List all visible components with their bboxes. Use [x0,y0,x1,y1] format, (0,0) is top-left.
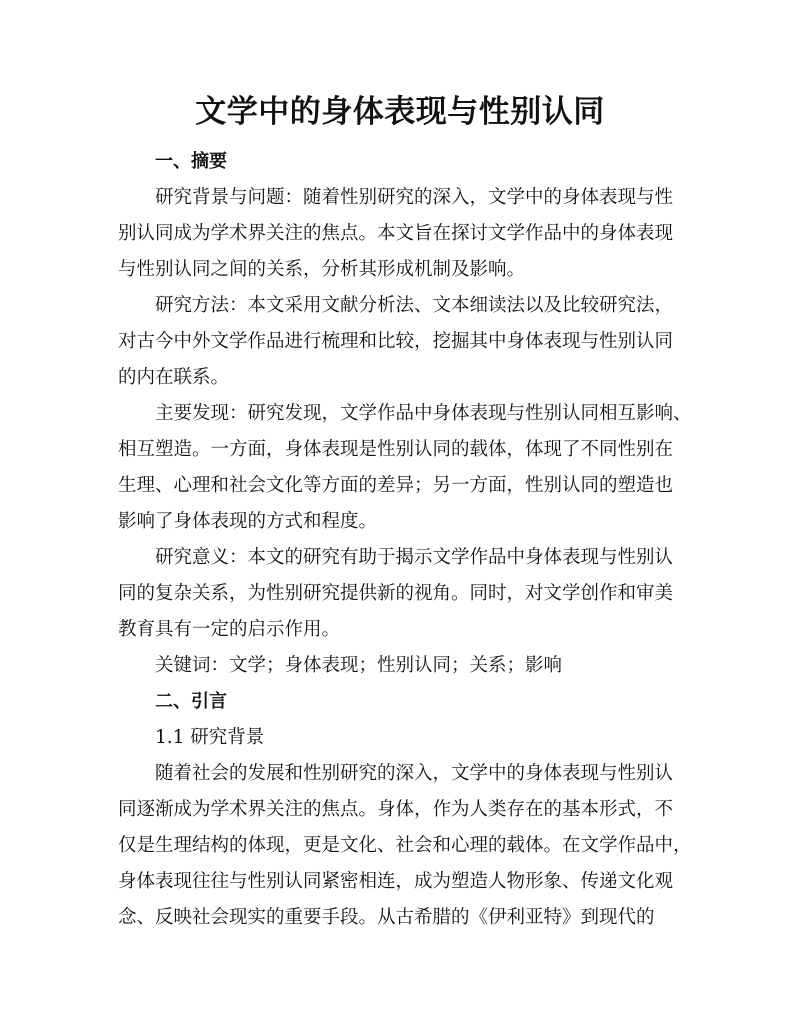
paragraph-line: 研究方法：本文采用文献分析法、文本细读法以及比较研究法， [155,295,674,316]
section-heading-introduction: 二、引言 [155,691,227,712]
document-title: 文学中的身体表现与性别认同 [195,94,605,130]
paragraph-line: 别认同成为学术界关注的焦点。本文旨在探讨文学作品中的身体表现 [118,223,674,244]
paragraph-line: 随着社会的发展和性别研究的深入，文学中的身体表现与性别认 [155,763,674,784]
paragraph-line: 对古今中外文学作品进行梳理和比较，挖掘其中身体表现与性别认同 [118,331,674,352]
keywords-line: 关键词：文学；身体表现；性别认同；关系；影响 [155,655,563,676]
section-heading-abstract: 一、摘要 [155,151,227,172]
paragraph-line: 的内在联系。 [118,367,230,388]
paragraph-line: 相互塑造。一方面，身体表现是性别认同的载体，体现了不同性别在 [118,439,674,460]
paragraph-line: 同逐渐成为学术界关注的焦点。身体，作为人类存在的基本形式，不 [118,799,674,820]
paragraph-line: 念、反映社会现实的重要手段。从古希腊的《伊利亚特》到现代的 [118,907,655,928]
paragraph-line: 教育具有一定的启示作用。 [118,619,341,640]
paragraph-line: 仅是生理结构的体现，更是文化、社会和心理的载体。在文学作品中， [118,835,692,856]
paragraph-line: 同的复杂关系，为性别研究提供新的视角。同时，对文学创作和审美 [118,583,674,604]
paragraph-line: 影响了身体表现的方式和程度。 [118,511,378,532]
paragraph-line: 身体表现往往与性别认同紧密相连，成为塑造人物形象、传递文化观 [118,871,674,892]
paragraph-line: 研究意义：本文的研究有助于揭示文学作品中身体表现与性别认 [155,547,674,568]
paragraph-line: 生理、心理和社会文化等方面的差异；另一方面，性别认同的塑造也 [118,475,674,496]
paragraph-line: 与性别认同之间的关系，分析其形成机制及影响。 [118,259,526,280]
paragraph-line: 主要发现：研究发现，文学作品中身体表现与性别认同相互影响、 [155,403,692,424]
subsection-heading-research-background: 1.1 研究背景 [155,727,265,748]
paragraph-line: 研究背景与问题：随着性别研究的深入，文学中的身体表现与性 [155,187,674,208]
